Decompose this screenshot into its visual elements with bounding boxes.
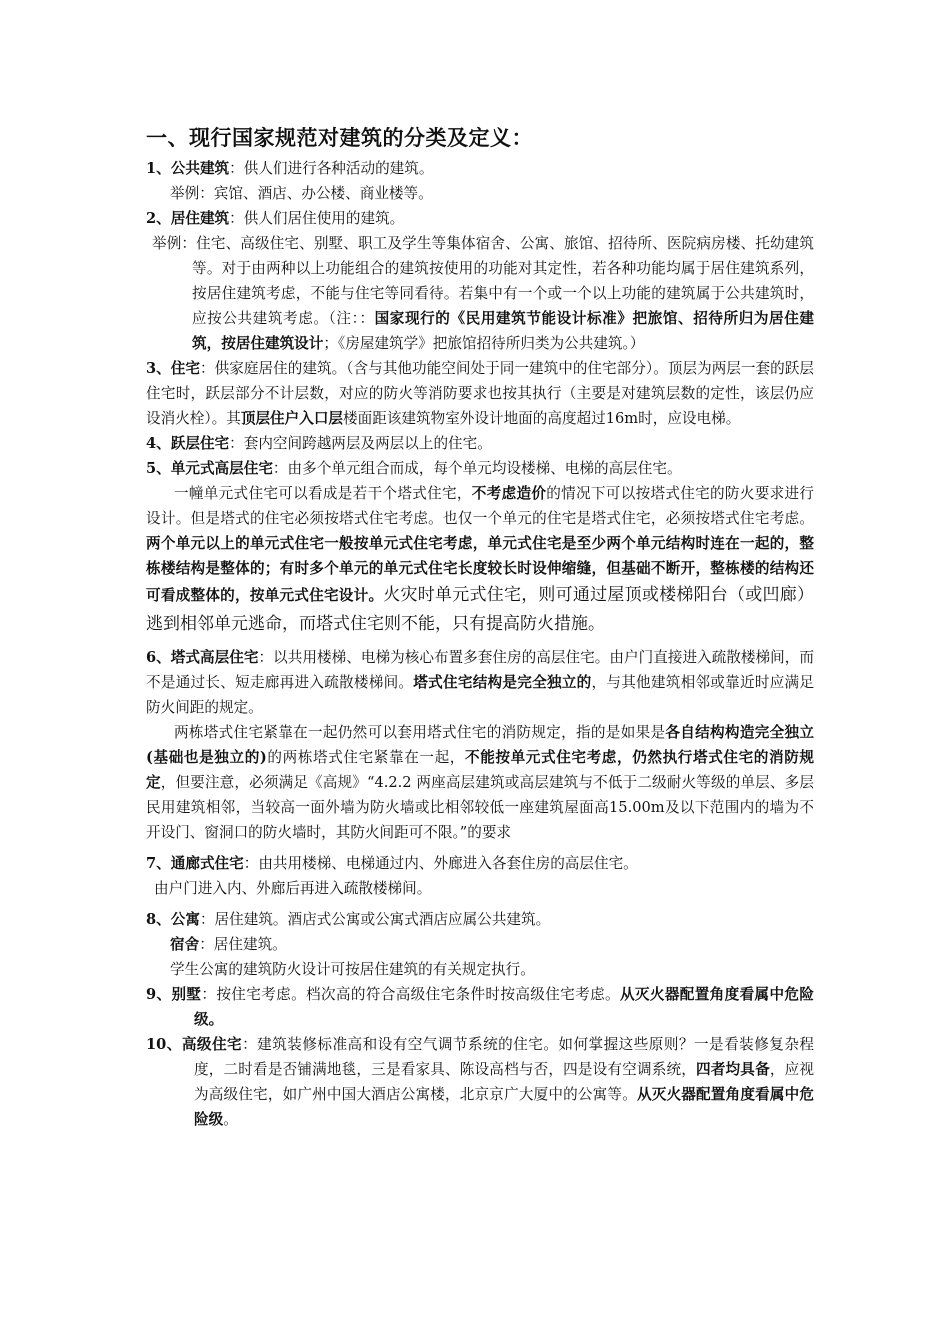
bold-note: 顶层住户入口层 (240, 410, 344, 427)
term: 别墅 (171, 986, 202, 1003)
item-apartment (146, 907, 814, 932)
item-number: 9、 (146, 986, 172, 1003)
bold-note: 从灭火器配置角度看属中危险级 (194, 1086, 814, 1128)
item-number: 2、 (146, 210, 171, 227)
term: 公寓 (170, 911, 200, 928)
definition: ：由共用楼梯、电梯通过内、外廊进入各套住房的高层住宅。 (243, 855, 638, 872)
document-body (146, 124, 814, 1132)
item-unit-highrise (146, 456, 814, 481)
term: 住宅 (170, 360, 201, 377)
item-public-building (146, 156, 814, 181)
explanation-paragraph: 一幢单元式住宅可以看成是若干个塔式住宅，不考虑造价的情况下可以按塔式住宅的防火要求进行设计。但是塔式的住宅必须按塔式住宅考虑。也仅一个单元的住宅是塔式住宅，必须按塔式住宅考虑。两个单元以上的单元式住宅一般按单元式住宅考虑，单元式住宅是至少两个单元结构时连在一起的，整栋楼结构是整体的；有时多个单元的单元式住宅长度较长时设伸缩缝，但基础不断开，整栋楼的结构还可看成整体的，按单元式住宅设计。火灾时单元式住宅，则可通过屋顶或楼梯阳台（或凹廊）逃到相邻单元逃命，而塔式住宅则不能，只有提高防火措施。 (146, 485, 814, 634)
bold-note: 从灭火器配置角度看属中危险级。 (194, 986, 814, 1028)
bold-note: 两个单元以上的单元式住宅一般按单元式住宅考虑，单元式住宅是至少两个单元结构时连在一起的，整栋楼结构是整体的；有时多个单元的单元式住宅长度较长时设伸缩缝，但基础不断开，整栋楼的结构还可看成整体的，按单元式住宅设计。 (146, 535, 814, 604)
item-dormitory: 宿舍：居住建筑。 (170, 936, 287, 953)
definition: ：供人们进行各种活动的建筑。 (229, 160, 434, 177)
definition: ：套内空间跨越两层及两层以上的住宅。 (229, 435, 492, 452)
bold-note: 国家现行的《民用建筑节能设计标准》把旅馆、招待所归为居住建筑，按居住建筑设计 (192, 310, 814, 352)
item-number: 8、 (146, 911, 171, 928)
term: 通廊式住宅 (170, 855, 244, 872)
item-number: 3、 (146, 360, 171, 377)
term: 宿舍 (170, 936, 200, 953)
example-paragraph: 举例：住宅、高级住宅、别墅、职工及学生等集体宿舍、公寓、旅馆、招待所、医院病房楼、托幼建筑等。对于由两种以上功能组合的建筑按使用的功能对其定性，若各种功能均属于居住建筑系列，按居住建筑考虑，不能与住宅等同看待。若集中有一个或一个以上功能的建筑属于公共建筑时，应按公共建筑考虑。（注：：国家现行的《民用建筑节能设计标准》把旅馆、招待所归为居住建筑，按居住建筑设计；《房屋建筑学》把旅馆招待所归类为公共建筑。） (152, 235, 814, 352)
large-note: 火灾时单元式住宅，则可通过屋顶或楼梯阳台（或凹廊）逃到相邻单元逃命，而塔式住宅则不能，只有提高防火措施。 (146, 585, 814, 634)
item-number: 10、 (146, 1036, 182, 1053)
term: 塔式高层住宅 (170, 649, 259, 666)
term: 居住建筑 (170, 210, 230, 227)
item-duplex-house (146, 431, 814, 456)
item-number: 7、 (146, 855, 171, 872)
item-residential-building (146, 206, 814, 231)
item-number: 1、 (146, 160, 171, 177)
explanation-paragraph: 两栋塔式住宅紧靠在一起仍然可以套用塔式住宅的消防规定，指的是如果是各自结构构造完全独立(基础也是独立的)的两栋塔式住宅紧靠在一起，不能按单元式住宅考虑，仍然执行塔式住宅的消防规定，但要注意，必须满足《高规》“4.2.2 两座高层建筑或高层建筑与不低于二级耐火等级的单层、多层民用建筑相邻，当较高一面外墙为防火墙或比相邻较低一座建筑屋面高15.00m及以下范围内的墙为不开设门、窗洞口的防火墙时，其防火间距可不限。”的要求 (146, 724, 814, 841)
item-number: 4、 (146, 435, 171, 452)
term: 单元式高层住宅 (170, 460, 273, 477)
term: 公共建筑 (170, 160, 230, 177)
example-text: 举例：宾馆、酒店、办公楼、商业楼等。 (170, 185, 433, 202)
item-corridor-house (146, 851, 814, 876)
term: 高级住宅 (181, 1036, 243, 1053)
item-house: 3、住宅：供家庭居住的建筑。（含与其他功能空间处于同一建筑中的住宅部分）。顶层为两层一套的跃层住宅时，跃层部分不计层数，对应的防火等消防要求也按其执行（主要是对建筑层数的定性，该层仍应设消火栓）。其顶层住户入口层楼面距该建筑物室外设计地面的高度超过16m时，应设电梯。 (146, 360, 814, 427)
item-tower-highrise: 6、塔式高层住宅：以共用楼梯、电梯为核心布置多套住房的高层住宅。由户门直接进入疏散楼梯间，而不是通过长、短走廊再进入疏散楼梯间。塔式住宅结构是完全独立的，与其他建筑相邻或靠近时应满足防火间距的规定。 (146, 649, 814, 716)
note-text: 学生公寓的建筑防火设计可按居住建筑的有关规定执行。 (170, 961, 535, 978)
definition: ：居住建筑。酒店式公寓或公寓式酒店应属公共建筑。 (199, 911, 551, 928)
definition: ：供人们居住使用的建筑。 (229, 210, 405, 227)
item-villa: 9、别墅：按住宅考虑。档次高的符合高级住宅条件时按高级住宅考虑。从灭火器配置角度看属中危险级。 (146, 986, 814, 1028)
item-luxury-house: 10、高级住宅：建筑装修标准高和设有空气调节系统的住宅。如何掌握这些原则？一是看装修复杂程度，二时看是否铺满地毯，三是看家具、陈设高档与否，四是设有空调系统，四者均具备，应视为高级住宅，如广州中国大酒店公寓楼，北京京广大厦中的公寓等。从灭火器配置角度看属中危险级。 (146, 1036, 814, 1128)
definition: ：由多个单元组合而成，每个单元均设楼梯、电梯的高层住宅。 (272, 460, 682, 477)
item-number: 5、 (146, 460, 171, 477)
sub-text: 由户门进入内、外廊后再进入疏散楼梯间。 (154, 880, 432, 897)
section-heading: 一、现行国家规范对建筑的分类及定义： (146, 126, 533, 150)
item-number: 6、 (146, 649, 171, 666)
bold-note: 塔式住宅结构是完全独立的 (413, 674, 592, 691)
term: 跃层住宅 (170, 435, 230, 452)
